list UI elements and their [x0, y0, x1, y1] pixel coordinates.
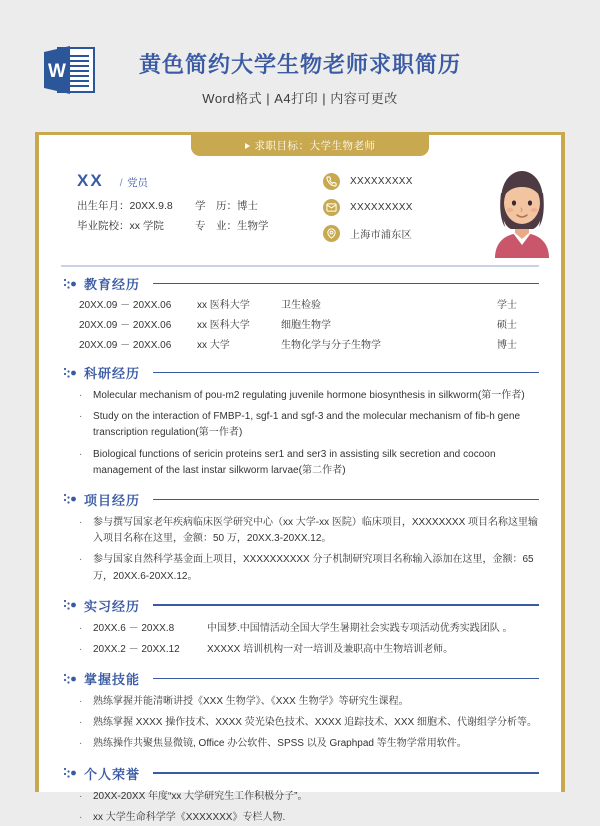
list-item: [79, 810, 539, 826]
list-item-text: 20XX-20XX 年度“xx 大学研究生工作积极分子”。: [93, 790, 308, 802]
objective-text: 求职目标：大学生物老师: [254, 140, 376, 152]
list-item-text: Study on the interaction of FMBP-1, sgf-1 and sgf-3 and the molecular mechanism of fib-h gene transcription regulation(第一作者): [93, 411, 521, 439]
identity-block: [61, 171, 539, 263]
list-item: [79, 736, 539, 752]
field-degree-value: 博士: [237, 200, 258, 212]
list-item-text: 参与国家自然科学基金面上项目，XXXXXXXXXX 分子机制研究项目名称输入添加在这里，金额：65 万，20XX.6-20XX.12。: [93, 554, 534, 582]
dot-cluster-icon: [63, 277, 77, 291]
field-school: [77, 220, 195, 233]
section-research: [61, 363, 539, 479]
section-skills: [61, 669, 539, 753]
bullet-dot-icon: ·: [79, 411, 83, 423]
section-title: 个人荣誉: [84, 766, 141, 782]
bullet-dot-icon: ·: [79, 643, 83, 655]
list-item: [79, 515, 539, 547]
field-major-value: 生物学: [237, 219, 269, 232]
section-projects: [61, 490, 539, 585]
section-body: [61, 694, 539, 753]
list-item: [79, 789, 539, 805]
table-row: [61, 339, 539, 352]
edu-degree: 硕士: [497, 320, 517, 331]
field-birth-value: 20XX.9.8: [129, 200, 173, 212]
table-row: [61, 299, 539, 312]
list-item-text: XXXXX 培训机构一对一培训及兼职高中生物培训老师。: [207, 643, 454, 655]
list-item-text: 熟练掌握 XXXX 操作技术、XXXX 荧光染色技术、XXXX 追踪技术、XXX 细胞术、代谢组学分析等。: [93, 717, 537, 729]
edu-date: 20XX.09 － 20XX.06: [79, 320, 172, 331]
dot-cluster-icon: [63, 672, 77, 686]
section-rule: [153, 499, 539, 500]
play-triangle-icon: [245, 143, 250, 149]
section-body: [61, 515, 539, 585]
section-education: [61, 274, 539, 352]
svg-text:W: W: [48, 61, 66, 82]
avatar-illustration: [483, 163, 561, 258]
list-item-text: xx 大学生命科学学《XXXXXXX》专栏人物.: [93, 811, 286, 823]
list-item: [79, 552, 539, 584]
bullet-dot-icon: ·: [79, 738, 83, 750]
list-item: [79, 694, 539, 710]
edu-date: 20XX.09 － 20XX.06: [79, 300, 172, 311]
contact-email-text: XXXXXXXXX: [350, 202, 413, 213]
dot-cluster-icon: [63, 598, 77, 612]
edu-degree: 博士: [497, 340, 517, 351]
edu-degree: 学士: [497, 300, 517, 311]
identity-left: [77, 171, 307, 239]
list-item-text: Molecular mechanism of pou-m2 regulating juvenile hormone biosynthesis in silkworm(第一作者): [93, 390, 525, 401]
edu-major: 细胞生物学: [281, 320, 331, 331]
candidate-name: XX: [77, 171, 104, 190]
section-rule: [153, 372, 539, 373]
objective-ribbon: [191, 135, 429, 156]
bullet-dot-icon: ·: [79, 390, 83, 401]
bullet-dot-icon: ·: [79, 717, 83, 729]
section-header: [61, 669, 539, 688]
list-item: [79, 409, 539, 441]
identity-divider: [61, 265, 539, 267]
section-body: [61, 621, 539, 658]
field-degree-label: 学 历：: [195, 200, 237, 212]
list-item: [79, 715, 539, 731]
section-rule: [153, 772, 539, 773]
promo-title: 黄色简约大学生物老师求职简历: [138, 52, 461, 77]
table-row: [61, 319, 539, 332]
field-major: [195, 220, 269, 233]
location-pin-icon: [323, 225, 340, 242]
field-school-value: xx 学院: [129, 219, 164, 232]
section-internship: [61, 596, 539, 658]
edu-date: 20XX.09 － 20XX.06: [79, 340, 172, 351]
identity-field-row: [77, 220, 307, 233]
section-title: 项目经历: [84, 492, 141, 508]
section-title: 科研经历: [84, 366, 141, 381]
dot-cluster-icon: [63, 492, 77, 506]
contact-list: [323, 173, 473, 251]
identity-field-row: [77, 200, 307, 213]
dot-cluster-icon: [63, 766, 77, 780]
section-header: [61, 596, 539, 615]
list-item-text: 参与撰写国家老年疾病临床医学研究中心（xx 大学-xx 医院）临床项目，XXXXXXXX 项目名称这里输入项目名称在这里，金额：50 万，20XX.3-20XX.12。: [93, 516, 539, 545]
section-title: 掌握技能: [84, 672, 141, 688]
bullet-dot-icon: ·: [79, 622, 83, 634]
section-body: [61, 789, 539, 826]
bullet-dot-icon: ·: [79, 516, 83, 528]
dot-cluster-icon: [63, 366, 77, 380]
field-major-label: 专 业：: [195, 219, 237, 232]
contact-phone-text: XXXXXXXXX: [350, 176, 413, 187]
objective-ribbon-wrap: [39, 135, 561, 157]
section-rule: [153, 604, 539, 605]
field-school-label: 毕业院校：: [77, 219, 130, 232]
edu-major: 生物化学与分子生物学: [281, 340, 381, 351]
mail-icon: [323, 199, 340, 216]
name-separator: /: [119, 177, 123, 189]
bullet-dot-icon: ·: [79, 696, 83, 708]
promo-subtitle: Word格式 | A4打印 | 内容可更改: [202, 91, 398, 106]
list-item: [79, 388, 539, 404]
phone-icon: [323, 173, 340, 190]
field-birth-label: 出生年月：: [77, 200, 130, 212]
list-item-text: 熟练掌握并能清晰讲授《XXX 生物学》、《XXX 生物学》等研究生课程。: [93, 696, 409, 708]
identity-fields: [77, 200, 307, 232]
section-title: 实习经历: [84, 598, 141, 614]
section-header: [61, 363, 539, 382]
section-honors: [61, 764, 539, 826]
internship-date: 20XX.6 － 20XX.8: [93, 622, 175, 634]
bullet-dot-icon: ·: [79, 448, 83, 460]
field-degree: [195, 200, 258, 213]
bullet-dot-icon: ·: [79, 811, 83, 823]
contact-location: [323, 225, 473, 242]
section-rule: [153, 283, 539, 284]
party-status: 党员: [127, 177, 149, 189]
list-item-text: Biological functions of sericin proteins ser1 and ser3 in assisting silk secretion and cocoon management of the last instar silkworm larvae(第二作者): [93, 448, 496, 476]
list-item-text: 中国梦.中国情活动全国大学生暑期社会实践专项活动优秀实践团队 。: [207, 622, 513, 634]
list-item: [79, 621, 539, 637]
contact-location-text: 上海市浦东区: [350, 230, 412, 241]
edu-school: xx 医科大学: [197, 320, 250, 331]
section-header: [61, 490, 539, 509]
section-header: [61, 274, 539, 293]
section-title: 教育经历: [84, 277, 141, 292]
list-item: [79, 642, 539, 658]
section-header: [61, 764, 539, 783]
field-birth: [77, 200, 195, 213]
section-body: [61, 299, 539, 352]
name-row: [77, 171, 307, 191]
edu-school: xx 医科大学: [197, 300, 250, 311]
promo-header: [0, 0, 600, 132]
edu-major: 卫生检验: [281, 300, 321, 311]
bullet-dot-icon: ·: [79, 554, 83, 566]
contact-email: [323, 199, 473, 216]
section-rule: [153, 678, 539, 679]
list-item-text: 熟练操作共聚焦显微镜, Office 办公软件、SPSS 以及 Graphpad 等生物学常用软件。: [93, 738, 467, 750]
name-separator-group: [120, 173, 148, 191]
resume-page: [35, 132, 565, 823]
list-item: [79, 447, 539, 479]
section-body: [61, 388, 539, 479]
internship-date: 20XX.2 － 20XX.12: [93, 643, 180, 655]
edu-school: xx 大学: [197, 340, 230, 351]
contact-phone: [323, 173, 473, 190]
bullet-dot-icon: ·: [79, 790, 83, 802]
